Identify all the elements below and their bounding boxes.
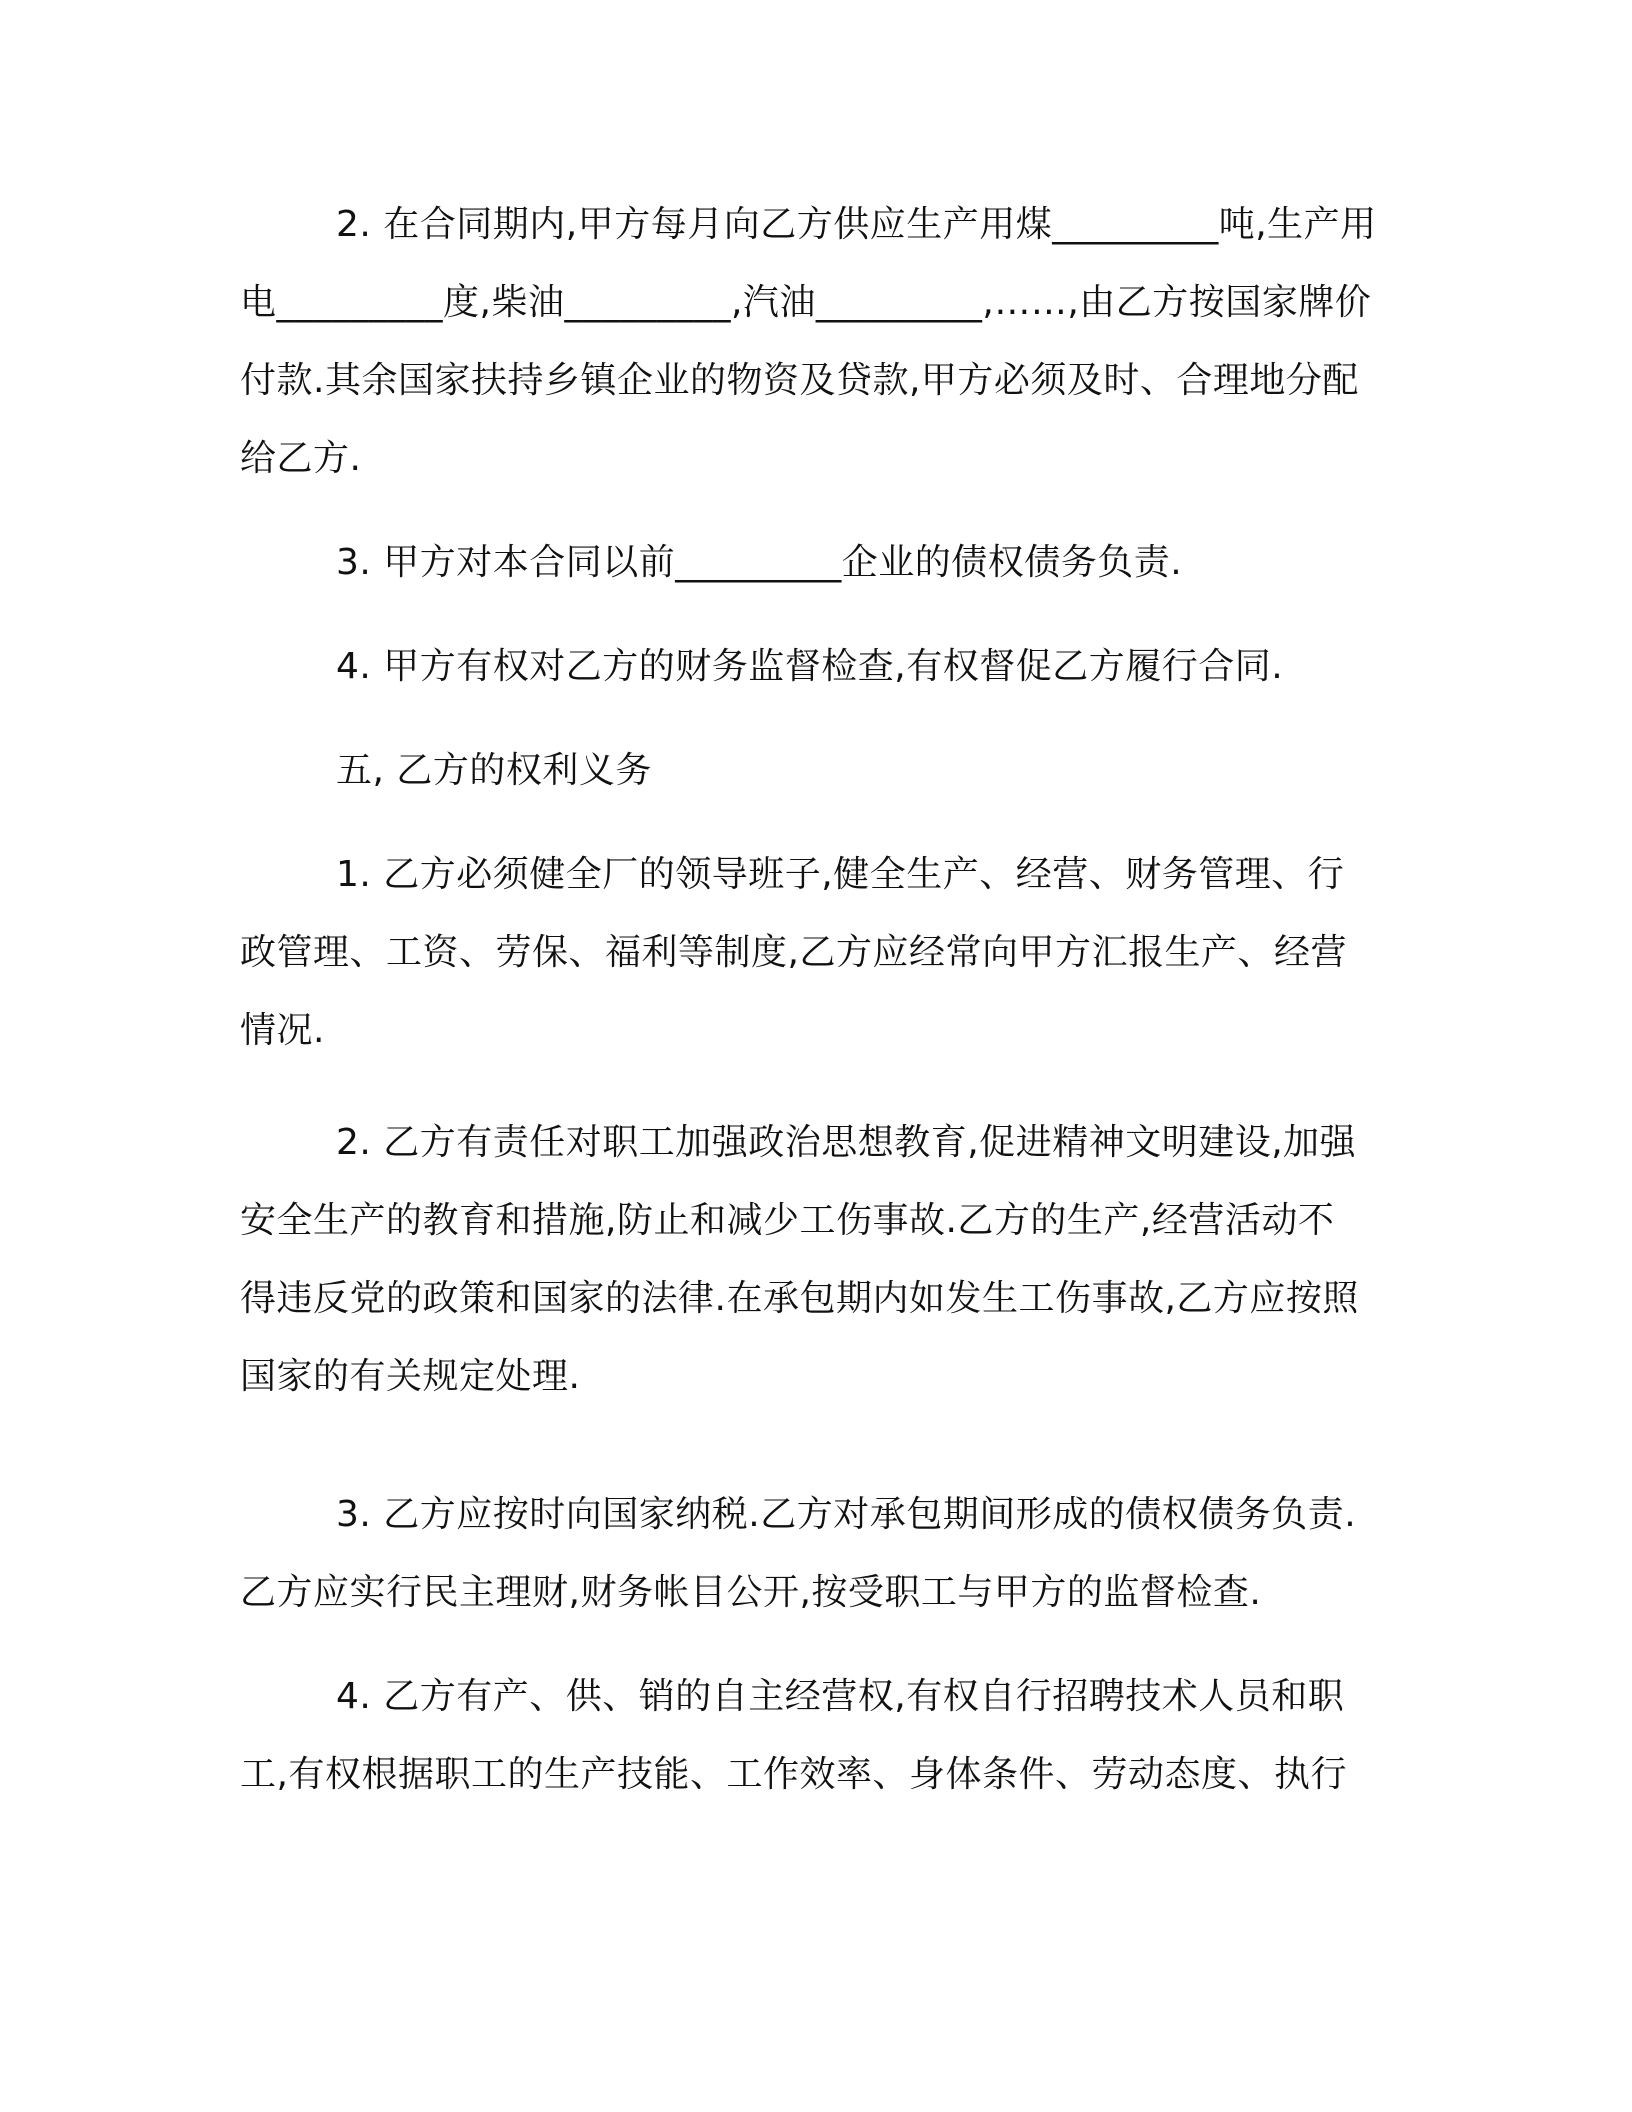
clause-2-line-1: 2. 在合同期内,甲方每月向乙方供应生产用煤_________吨,生产用 [336, 204, 1377, 245]
section-heading-five: 五, 乙方的权利义务 [336, 750, 652, 791]
clause-2-line-2: 电_________度,柴油_________,汽油_________,……,由乙方按国家牌价 [240, 282, 1372, 323]
party-b-clause-3-line-1: 3. 乙方应按时向国家纳税.乙方对承包期间形成的债权债务负责. [336, 1494, 1357, 1535]
party-b-clause-1-line-3: 情况. [240, 1010, 325, 1051]
party-b-clause-2-line-4: 国家的有关规定处理. [240, 1356, 581, 1397]
document-page [240, 186, 1386, 1814]
party-b-clause-1-line-2: 政管理、工资、劳保、福利等制度,乙方应经常向甲方汇报生产、经营 [240, 932, 1347, 973]
clause-2-line-4: 给乙方. [240, 438, 362, 479]
party-b-clause-1-line-1: 1. 乙方必须健全厂的领导班子,健全生产、经营、财务管理、行 [336, 854, 1345, 895]
clause-4-line-1: 4. 甲方有权对乙方的财务监督检查,有权督促乙方履行合同. [336, 646, 1284, 687]
party-b-clause-4-line-1: 4. 乙方有产、供、销的自主经营权,有权自行招聘技术人员和职 [336, 1676, 1345, 1717]
party-b-clause-4-line-2: 工,有权根据职工的生产技能、工作效率、身体条件、劳动态度、执行 [240, 1754, 1347, 1795]
party-b-clause-2-line-3: 得违反党的政策和国家的法律.在承包期内如发生工伤事故,乙方应按照 [240, 1278, 1359, 1319]
party-b-clause-2-line-1: 2. 乙方有责任对职工加强政治思想教育,促进精神文明建设,加强 [336, 1122, 1357, 1163]
party-b-clause-3-line-2: 乙方应实行民主理财,财务帐目公开,按受职工与甲方的监督检查. [240, 1572, 1262, 1613]
clause-3-line-1: 3. 甲方对本合同以前_________企业的债权债务负责. [336, 542, 1183, 583]
party-b-clause-2-line-2: 安全生产的教育和措施,防止和减少工伤事故.乙方的生产,经营活动不 [240, 1200, 1335, 1241]
clause-2-line-3: 付款.其余国家扶持乡镇企业的物资及贷款,甲方必须及时、合理地分配 [240, 360, 1359, 401]
